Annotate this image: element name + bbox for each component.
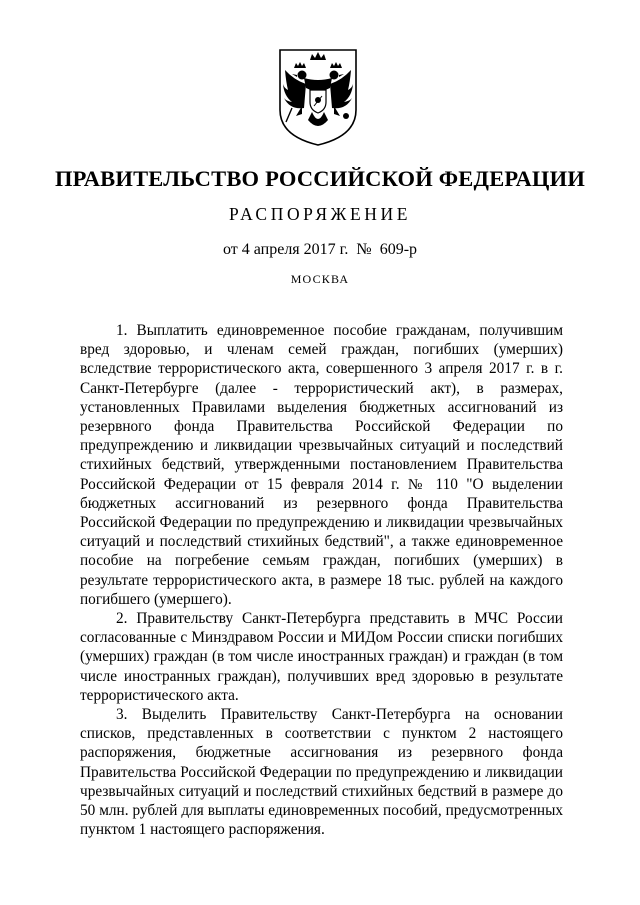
paragraph-3: 3. Выделить Правительству Санкт-Петербурга на основании списков, представленных в соответствии с пунктом 2 настоящего распоряжения, бюджетные ассигнования из резервного фонда Правительства Российской Федерации по предупреждению и ликвидации чрезвычайных ситуаций и последствий стихийных бедствий в размере до 50 млн. рублей для выплаты единовременных пособий, предусмотренных пунктом 1 настоящего распоряжения. [80, 706, 563, 839]
city-name: МОСКВА [290, 272, 350, 286]
document-body [80, 321, 563, 839]
government-title: ПРАВИТЕЛЬСТВО РОССИЙСКОЙ ФЕДЕРАЦИИ [54, 166, 586, 191]
date-and-number: от 4 апреля 2017 г. № 609-р [222, 241, 418, 258]
paragraph-1: 1. Выплатить единовременное пособие гражданам, получившим вред здоровью, и членам семей граждан, погибших (умерших) вследствие террористического акта, совершенного 3 апреля 2017 г. в г. Санкт-Петербурге (далее - террористический акт), в размерах, установленных Правилами выделения бюджетных ассигнований из резервного фонда Правительства Российской Федерации по предупреждению и ликвидации чрезвычайных ситуаций и последствий стихийных бедствий, утвержденными постановлением Правительства Российской Федерации от 15 февраля 2014 г. № 110 "О выделении бюджетных ассигнований из резервного фонда Правительства Российской Федерации по предупреждению и ликвидации чрезвычайных ситуаций и последствий стихийных бедствий", а также единовременное пособие на погребение семьям граждан, погибших (умерших) в результате террористического акта, в размере 18 тыс. рублей на каждого погибшего (умершего). [80, 322, 563, 608]
paragraph-2: 2. Правительству Санкт-Петербурга представить в МЧС России согласованные с Минздравом России и МИДом России списки погибших (умерших) граждан (в том числе иностранных граждан) и граждан (в том числе иностранных граждан), получивших вред здоровью в результате террористического акта. [80, 610, 563, 704]
russian-coat-of-arms-icon [272, 44, 364, 148]
document-type: РАСПОРЯЖЕНИЕ [228, 204, 412, 224]
